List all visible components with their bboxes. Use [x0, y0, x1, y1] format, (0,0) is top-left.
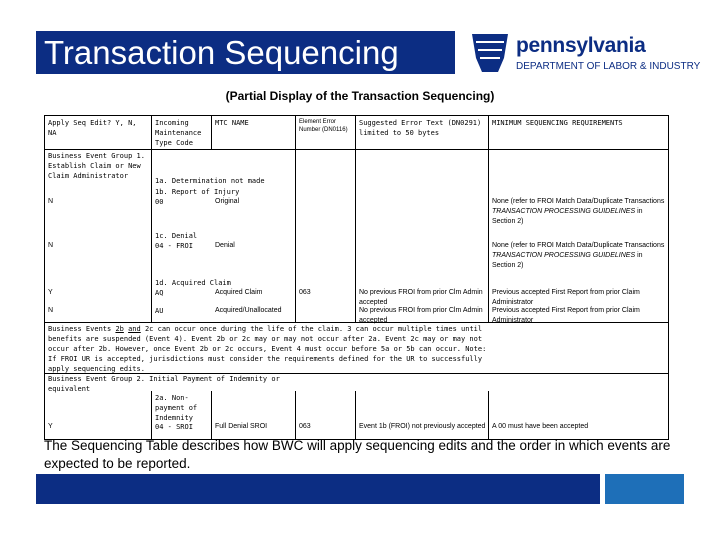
grid-line: [151, 391, 152, 440]
page-title: Transaction Sequencing: [36, 31, 455, 74]
event-1a-label: 1a. Determination not made: [155, 177, 265, 185]
header-element-error: Element Error Number (DN0116): [299, 119, 348, 133]
business-events-note: Business Events 2b and 2c can occur once during the life of the claim. 3 can occur multiple times until benefits are suspended (Event 4). Event 2b or 2c may or may not occur after 2a. Event 2c may or may not occur after 2b. However, once Event 2b or 2c occurs, Event 4 must occur before 5a or 5b can occur. Note: If FROI UR is accepted, jurisdictions must consider the requirements defined for the UR to successfully apply sequencing edits.: [48, 325, 487, 373]
footer-bar: [36, 474, 600, 504]
row-1c-requirement: None (refer to FROI Match Data/Duplicate Transactions TRANSACTION PROCESSING GUIDELINES in Section 2): [492, 242, 665, 269]
header-minimum-requirements: MINIMUM SEQUENCING REQUIREMENTS: [492, 119, 623, 127]
row-2a-apply: Y: [48, 423, 53, 430]
sequencing-table: [44, 115, 669, 440]
header-suggested-error-text: Suggested Error Text (DN0291) limited to 50 bytes: [359, 119, 482, 137]
row-aq-name: Acquired Claim: [215, 289, 263, 296]
row-1c-mtc: 04 - FROI: [155, 242, 193, 250]
row-aq-error: 063: [299, 289, 311, 296]
row-au-apply: N: [48, 307, 54, 314]
row-2a-requirement: A 00 must have been accepted: [492, 423, 589, 430]
grid-line: [295, 116, 296, 322]
grid-line: [151, 116, 152, 322]
row-au-mtc: AU: [155, 307, 164, 315]
event-1d-label: 1d. Acquired Claim: [155, 279, 231, 287]
row-aq-requirement: Previous accepted First Report from prior Claim Administrator: [492, 289, 640, 306]
row-2a-mtc: 04 - SROI: [155, 423, 193, 431]
header-mtc-name: MTC NAME: [215, 119, 249, 127]
table-caption: (Partial Display of the Transaction Sequencing): [225, 89, 495, 103]
row-au-name: Acquired/Unallocated: [215, 307, 282, 314]
grid-line: [488, 116, 489, 322]
row-1c-name: Denial: [215, 242, 235, 249]
row-1c-apply: N: [48, 242, 54, 249]
row-aq-text: No previous FROI from prior Clm Admin accepted: [359, 289, 483, 306]
event-1c-label: 1c. Denial: [155, 232, 198, 240]
grid-line: [211, 391, 212, 440]
grid-line: [295, 391, 296, 440]
pennsylvania-logo: [468, 28, 701, 78]
row-1b-mtc: 00: [155, 198, 164, 206]
logo-department: DEPARTMENT OF LABOR & INDUSTRY: [516, 61, 701, 72]
grid-line: [355, 116, 356, 322]
row-1b-apply: N: [48, 198, 54, 205]
footer-accent: [605, 474, 684, 504]
row-2a-name: Full Denial SROI: [215, 423, 268, 430]
row-1b-name: Original: [215, 198, 240, 205]
event-1b-label: 1b. Report of Injury: [155, 188, 240, 196]
row-2a-text: Event 1b (FROI) not previously accepted: [359, 423, 486, 430]
business-event-group-2: Business Event Group 2. Initial Payment of Indemnity or equivalent: [48, 375, 280, 393]
keystone-icon: [468, 28, 512, 78]
row-au-text: No previous FROI from prior Clm Admin accepted: [359, 307, 483, 324]
grid-line: [211, 116, 212, 149]
grid-line: [355, 391, 356, 440]
logo-wordmark: pennsylvania: [516, 34, 646, 57]
header-incoming-mtc: Incoming Maintenance Type Code: [155, 119, 202, 147]
grid-line: [488, 391, 489, 440]
grid-line: [45, 149, 668, 150]
business-event-group-1: Business Event Group 1. Establish Claim or New Claim Administrator: [48, 152, 145, 180]
row-2a-error: 063: [299, 423, 311, 430]
footer-description: The Sequencing Table describes how BWC will apply sequencing edits and the order in which events are expected to be reported.: [44, 438, 671, 471]
row-aq-mtc: AQ: [155, 289, 164, 297]
row-aq-apply: Y: [48, 289, 53, 296]
row-1b-requirement: None (refer to FROI Match Data/Duplicate Transactions TRANSACTION PROCESSING GUIDELINES in Section 2): [492, 198, 665, 225]
row-au-requirement: Previous accepted First Report from prior Claim Administrator: [492, 307, 640, 324]
header-apply-seq-edit: Apply Seq Edit? Y, N, NA: [48, 119, 137, 137]
event-2a-label: 2a. Non-payment of Indemnity: [155, 394, 198, 422]
